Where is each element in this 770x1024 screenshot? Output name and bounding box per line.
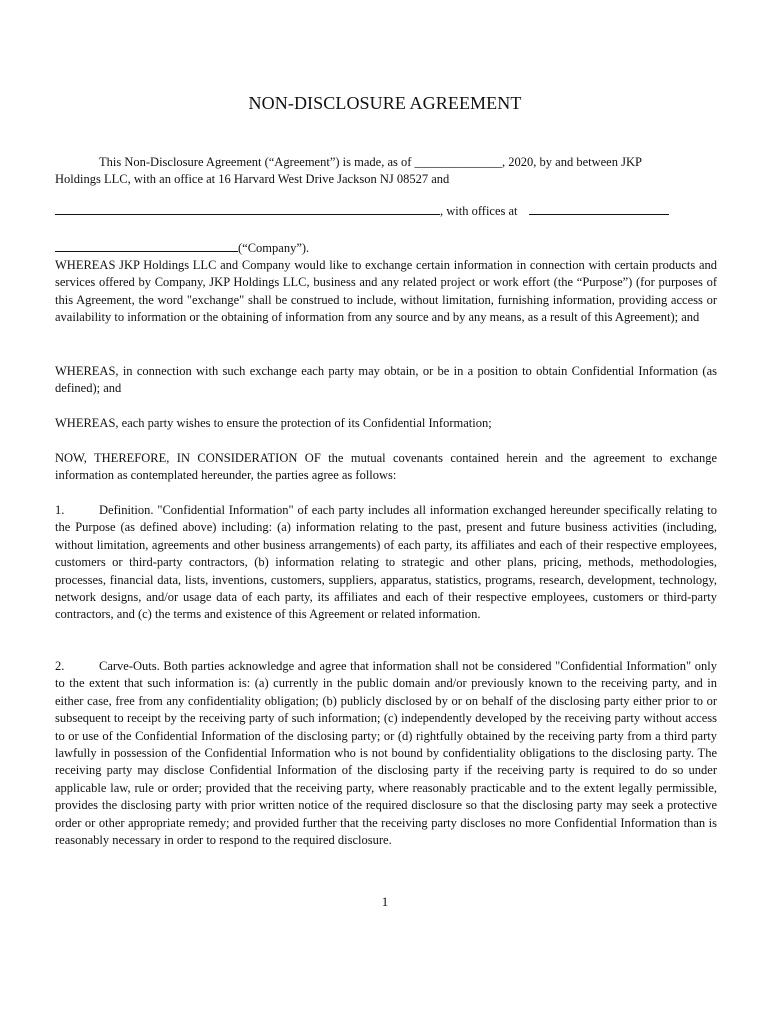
- section-1-paragraph: [55, 502, 717, 624]
- party-name-blank[interactable]: [55, 202, 440, 215]
- section-2-text: Carve-Outs. Both parties acknowledge and agree that information shall not be considered "Confidential Information" only to the extent that such information is: (a) currently in the public domain and/or previously known to the receiving party, and in either case, free from any confidentiality obligation; (b) publicly disclosed by or on behalf of the disclosing party either prior to or subsequent to receipt by the receiving party of such information; (c) independently developed by the receiving party without access to or use of the Confidential Information of the disclosing party; or (d) rightfully obtained by the receiving party from a third party lawfully in possession of the Confidential Information who is not bound by confidentiality obligations to the disclosing party. The receiving party may disclose Confidential Information of the disclosing party if the receiving party is required to do so under applicable law, rule or order; provided that the receiving party, where reasonably practicable and to the extent legally permissible, provides the disclosing party with prior written notice of the required disclosure so that the disclosing party may seek a protective order or other appropriate remedy; and provided further that the receiving party discloses no more Confidential Information than is reasonably necessary in order to respond to the required disclosure.: [55, 659, 717, 848]
- party-address-blank[interactable]: [529, 202, 669, 215]
- section-1-text: Definition. "Confidential Information" of each party includes all information exchanged hereunder specifically relating to the Purpose (as defined above) including: (a) information relating to the past, present and future business activities (including, without limitation, agreements and other business arrangements) of each party, its affiliates and each of their respective employees, customers or third-party contractors, (b) information relating to strategic and other plans, pricing, methods, methodologies, processes, financial data, lists, inventions, customers, suppliers, apparatus, statistics, programs, research, development, technology, network designs, and/or usage data of each party, its affiliates and each of their respective employees, customers or third-party contractors, and (c) the terms and existence of this Agreement or related information.: [55, 503, 717, 622]
- whereas-paragraph-2: WHEREAS, in connection with such exchange each party may obtain, or be in a position to obtain Confidential Information (as defined); and: [55, 364, 717, 396]
- document-title: NON-DISCLOSURE AGREEMENT: [248, 93, 522, 113]
- intro-line-2: Holdings LLC, with an office at 16 Harvard West Drive Jackson NJ 08527 and: [55, 172, 450, 187]
- intro-line-1: This Non-Disclosure Agreement (“Agreement”) is made, as of ______________, 2020, by and between JKP: [99, 155, 642, 169]
- whereas-paragraph-1: WHEREAS JKP Holdings LLC and Company would like to exchange certain information in connection with certain products and services offered by Company, JKP Holdings LLC, business and any related project or work effort (the “Purpose”) (for purposes of this Agreement, the word "exchange" shall be construed to include, without limitation, furnishing information, providing access or availability to information or the obtaining of information from any source and by any means, as a result of this Agreement); and: [55, 258, 717, 325]
- page-number: 1: [381, 894, 389, 909]
- now-therefore-paragraph: NOW, THEREFORE, IN CONSIDERATION OF the mutual covenants contained herein and the agreement to exchange information as contemplated hereunder, the parties agree as follows:: [55, 451, 717, 483]
- section-2-number: 2.: [55, 659, 65, 673]
- whereas-paragraph-3: WHEREAS, each party wishes to ensure the protection of its Confidential Information;: [55, 416, 492, 430]
- company-label: (“Company”).: [238, 241, 310, 255]
- section-1-number: 1.: [55, 503, 65, 517]
- party-line: [55, 202, 717, 220]
- section-2-paragraph: [55, 658, 717, 849]
- company-name-blank[interactable]: [55, 239, 238, 252]
- intro-paragraph: [55, 154, 717, 189]
- party-line-suffix: , with offices at: [440, 204, 518, 218]
- company-line: [55, 239, 717, 257]
